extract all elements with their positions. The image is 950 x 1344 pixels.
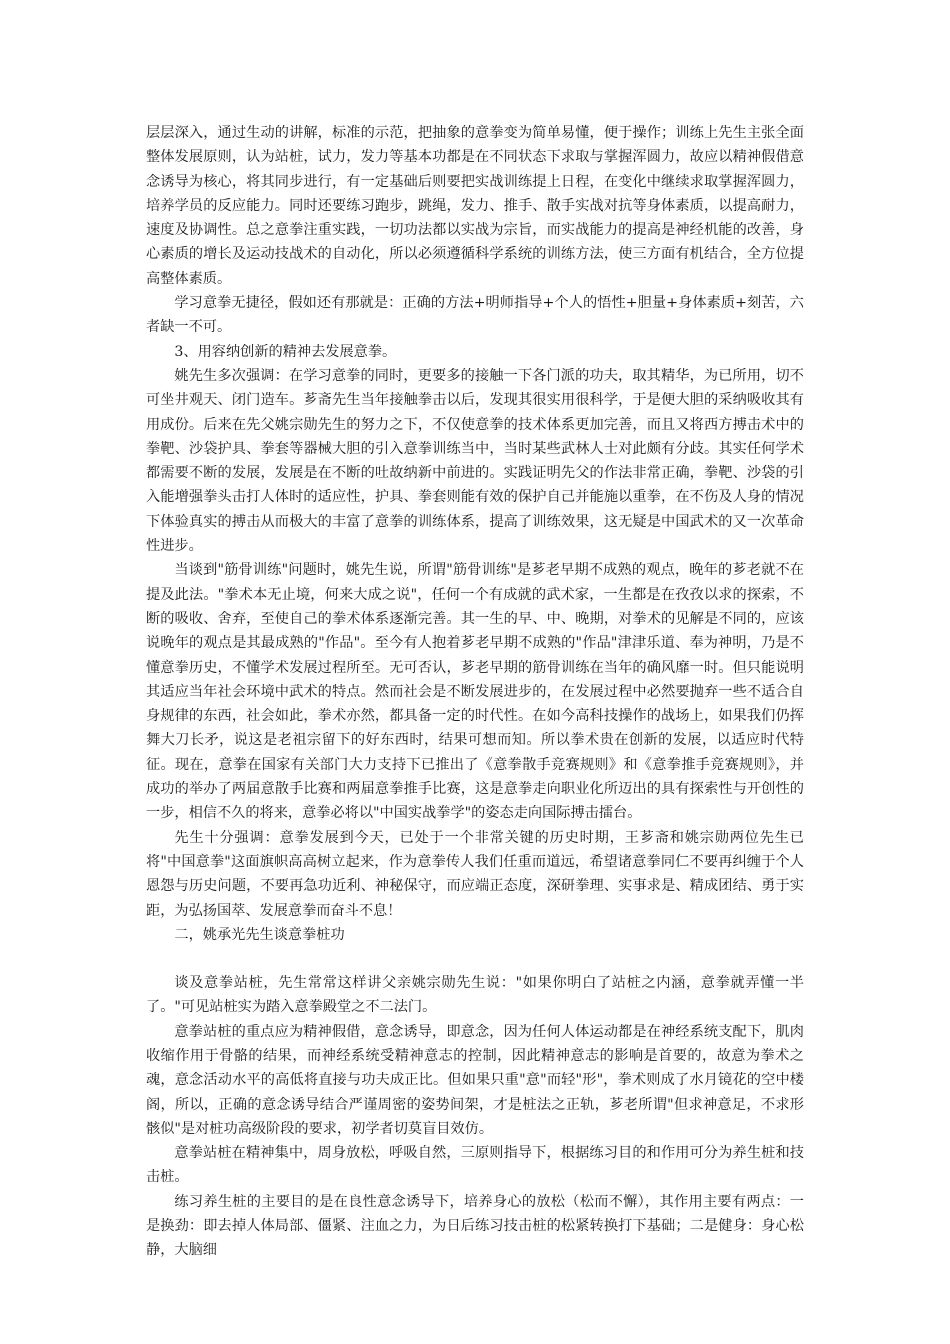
paragraph-critical-period: 先生十分强调：意拳发展到今天，已处于一个非常关键的历史时期，王芗斋和姚宗勋两位先生已将"中国意拳"这面旗帜高高树立起来，作为意拳传人我们任重而道远，希望诸意拳同仁不要再纠缠于个人恩怨与历史问题，不要再急功近利、神秘保守，而应端正态度，深研拳理、实事求是、精成团结、勇于实距，为弘扬国萃、发展意拳而奋斗不息！ [146,829,804,919]
paragraph-standing-intro: 谈及意拳站桩，先生常常这样讲父亲姚宗勋先生说："如果你明白了站桩之内涵，意拳就弄懂一半了。"可见站桩实为踏入意拳殿堂之不二法门。 [146,975,804,1016]
section-heading-innovation: 3、用容纳创新的精神去发展意拳。 [174,343,397,360]
paragraph-standing-types: 意拳站桩在精神集中，周身放松，呼吸自然，三原则指导下，根据练习目的和作用可分为养生桩和技击桩。 [146,1145,804,1186]
paragraph-training-principles: 层层深入，通过生动的讲解，标准的示范，把抽象的意拳变为简单易懂，便于操作；训练上先生主张全面整体发展原则，认为站桩，试力，发力等基本功都是在不同状态下求取与掌握浑圆力，故应以精神假借意念诱导为核心，将其同步进行，有一定基础后则要把实战训练提上日程，在变化中继续求取掌握浑圆力，培养学员的反应能力。同时还要练习跑步，跳绳，发力、推手、散手实战对抗等身体素质，以提高耐力，速度及协调性。总之意拳注重实践，一切功法都以实战为宗旨，而实战能力的提高是神经机能的改善，身心素质的增长及运动技战术的自动化，所以必须遵循科学系统的训练方法，使三方面有机结合，全方位提高整体素质。 [146,125,804,287]
paragraph-learn-other-schools: 姚先生多次强调：在学习意拳的同时，更要多的接触一下各门派的功夫，取其精华，为已所用，切不可坐井观天、闭门造车。芗斋先生当年接触拳击以后，发现其很实用很科学，于是便大胆的采纳吸收其有用成份。后来在先父姚宗勋先生的努力之下，不仅使意拳的技术体系更加完善，而且又将西方搏击术中的拳靶、沙袋护具、拳套等器械大胆的引入意拳训练当中，当时某些武林人士对此颇有分歧。其实任何学术都需要不断的发展，发展是在不断的吐故纳新中前进的。实践证明先父的作法非常正确，拳靶、沙袋的引入能增强拳头击打人体时的适应性，护具、拳套则能有效的保护自己并能施以重拳，在不伤及人身的情况下体验真实的搏击从而极大的丰富了意拳的训练体系，提高了训练效果，这无疑是中国武术的又一次革命性进步。 [146,367,804,555]
document-body [146,121,804,1263]
paragraph-no-shortcut: 学习意拳无捷径，假如还有那就是：正确的方法+明师指导+个人的悟性+胆量+身体素质+刻苦，六者缺一不可。 [146,295,804,336]
paragraph-tendon-bone-training: 当谈到"筋骨训练"问题时，姚先生说，所谓"筋骨训练"是芗老早期不成熟的观点，晚年的芗老就不在提及此法。"拳术本无止境，何来大成之说"，任何一个有成就的武术家，一生都是在孜孜以求的探索，不断的吸收、舍弃，至使自己的拳术体系逐渐完善。其一生的早、中、晚期，对拳术的见解是不同的，应该说晚年的观点是其最成熟的"作品"。至今有人抱着芗老早期不成熟的"作品"津津乐道、奉为神明，乃是不懂意拳历史，不懂学术发展过程所至。无可否认，芗老早期的筋骨训练在当年的确风靡一时。但只能说明其适应当年社会环境中武术的特点。然而社会是不断发展进步的，在发展过程中必然要抛弃一些不适合自身规律的东西，社会如此，拳术亦然，都具备一定的时代性。在如今高科技操作的战场上，如果我们仍挥舞大刀长矛，说这是老祖宗留下的好东西时，结果可想而知。所以拳术贵在创新的发展，以适应时代特征。现在，意拳在国家有关部门大力支持下已推出了《意拳散手竞赛规则》和《意拳推手竞赛规则》，并成功的举办了两届意散手比赛和两届意拳推手比赛，这是意拳走向职业化所迈出的具有探索性与开创性的一步，相信不久的将来，意拳必将以"中国实战拳学"的姿态走向国际搏击擂台。 [146,562,804,822]
paragraph-health-stance: 练习养生桩的主要目的是在良性意念诱导下，培养身心的放松（松而不懈），其作用主要有两点：一是换劲：即去掉人体局部、僵紧、注血之力，为日后练习技击桩的松紧转换打下基础；二是健身：身心松静，大脑细 [146,1193,804,1259]
paragraph-mental-intention: 意拳站桩的重点应为精神假借，意念诱导，即意念，因为任何人体运动都是在神经系统支配下，肌肉收缩作用于骨骼的结果，而神经系统受精神意志的控制，因此精神意志的影响是首要的，故意为拳术之魂，意念活动水平的高低将直接与功夫成正比。但如果只重"意"而轻"形"，拳术则成了水月镜花的空中楼阁，所以，正确的意念诱导结合严谨周密的姿势间架，才是桩法之正轨，芗老所谓"但求神意足，不求形骸似"是对桩功高级阶段的要求，初学者切莫盲目效仿。 [146,1023,804,1137]
section-heading-zhan-zhuang: 二，姚承光先生谈意拳桩功 [174,926,345,943]
